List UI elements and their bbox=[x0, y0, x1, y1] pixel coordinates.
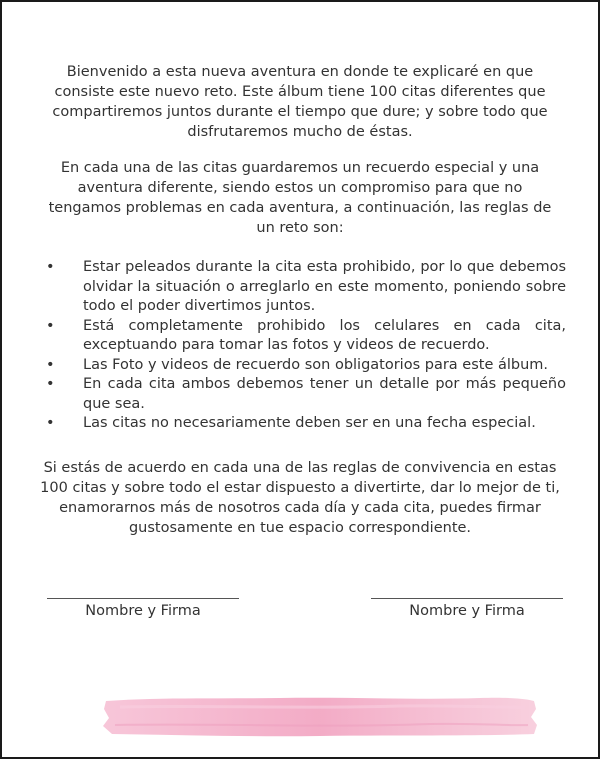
signature-right bbox=[371, 598, 563, 621]
intro-paragraph: Bienvenido a esta nueva aventura en donde te explicaré en que consiste este nuevo reto. Este álbum tiene 100 citas diferentes que compartiremos juntos durante el tiempo que dure; y sobre todo que disfrutaremos mucho de éstas. bbox=[52, 64, 548, 140]
bullet-icon: • bbox=[46, 317, 55, 334]
signature-line[interactable] bbox=[47, 598, 239, 599]
list-item bbox=[46, 317, 566, 356]
signature-left bbox=[47, 598, 239, 621]
signature-line[interactable] bbox=[371, 598, 563, 599]
closing-paragraph: Si estás de acuerdo en cada una de las reglas de convivencia en estas 100 citas y sobre todo el estar dispuesto a divertirte, dar lo mejor de ti, enamorarnos más de nosotros cada día y cada cita, puedes firmar gustosamente en tue espacio correspondiente. bbox=[40, 460, 560, 536]
pink-watercolor-stripe bbox=[100, 695, 538, 738]
rules-intro-paragraph: En cada una de las citas guardaremos un recuerdo especial y una aventura diferente, siendo estos un compromiso para que no tengamos problemas en cada aventura, a continuación, las reglas de un reto son: bbox=[48, 160, 552, 236]
bullet-icon: • bbox=[46, 376, 55, 392]
list-item bbox=[46, 375, 566, 414]
bullet-icon: • bbox=[46, 356, 55, 373]
list-item bbox=[46, 414, 566, 434]
list-item bbox=[46, 356, 566, 376]
bullet-icon: • bbox=[46, 259, 55, 275]
rule-text: Estar peleados durante la cita esta prohibido, por lo que debemos olvidar la situación o arreglarlo en este momento, poniendo sobre todo el poder divertimos juntos. bbox=[83, 259, 566, 314]
watercolor-shape bbox=[103, 698, 537, 737]
rule-text: Las Foto y videos de recuerdo son obligatorios para este álbum. bbox=[83, 356, 549, 373]
signature-label: Nombre y Firma bbox=[85, 603, 201, 619]
rule-text: En cada cita ambos debemos tener un detalle por más pequeño que sea. bbox=[83, 376, 566, 412]
signature-label: Nombre y Firma bbox=[409, 603, 525, 619]
list-item bbox=[46, 258, 566, 317]
rule-text: Las citas no necesariamente deben ser en una fecha especial. bbox=[83, 415, 536, 431]
bullet-icon: • bbox=[46, 415, 55, 431]
rule-text: Está completamente prohibido los celulares en cada cita, exceptuando para tomar las fotos y videos de recuerdo. bbox=[83, 317, 566, 353]
rules-list bbox=[46, 258, 566, 434]
